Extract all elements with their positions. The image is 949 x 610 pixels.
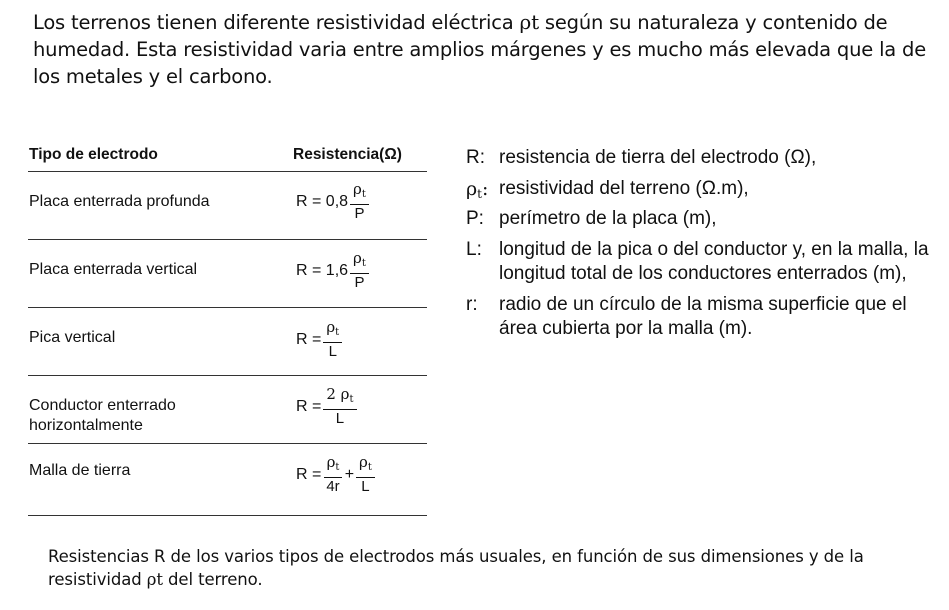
row-divider	[28, 443, 427, 444]
fraction-denominator: L	[361, 478, 370, 495]
header-resistance: Resistencia(Ω)	[293, 146, 402, 163]
resistivity-symbol: ρt	[146, 570, 163, 589]
legend-symbol: L:	[466, 238, 482, 260]
resistivity-symbol: ρt	[519, 10, 539, 34]
fraction-denominator: P	[354, 205, 365, 222]
legend-text: resistencia de tierra del electrodo (Ω),	[499, 147, 817, 168]
subscript-t: t	[335, 327, 340, 338]
fraction-numerator: $\rho_t$	[324, 453, 343, 478]
formula-lhs: R =	[296, 465, 322, 483]
row-type-pica-vertical: Pica vertical	[29, 329, 116, 346]
fraction	[350, 249, 369, 292]
fraction-numerator: $\rho_t$	[350, 249, 369, 274]
row-type-conductor-horizontal	[29, 396, 176, 436]
formula-pica-vertical	[296, 318, 344, 361]
row-divider	[28, 239, 427, 240]
table-caption	[48, 545, 938, 591]
legend-item-p	[466, 207, 936, 232]
subscript-t: t	[367, 462, 372, 473]
legend-symbol: $\rho_t$:	[466, 177, 489, 201]
legend-text: longitud de la pica o del conductor y, en la malla, la longitud total de los conductores enterrados (m),	[499, 238, 929, 284]
table-bottom-line	[28, 515, 427, 516]
fraction-numerator: $\rho_t$	[356, 453, 375, 478]
row-type-line1: Conductor enterrado	[29, 397, 176, 414]
intro-text-end: según su naturaleza y contenido de humedad. Esta resistividad varia entre amplios márgenes y es mucho más elevada que la de los metales y el carbono.	[33, 11, 927, 88]
caption-text-start: Resistencias R de los varios tipos de electrodos más usuales, en función de sus dimensiones y de la resistividad	[48, 547, 864, 589]
fraction	[323, 318, 342, 361]
fraction-denominator: L	[335, 410, 345, 427]
legend-item-r	[466, 146, 936, 171]
formula-lhs: R = 1,6	[296, 261, 349, 279]
intro-paragraph	[33, 9, 933, 90]
fraction-denominator: L	[328, 343, 337, 360]
fraction-denominator: P	[354, 274, 365, 291]
fraction-numerator: 2 $\rho_t$	[323, 385, 356, 410]
symbol-legend	[466, 146, 936, 348]
caption-text-end: del terreno.	[162, 570, 263, 589]
subscript-t: t	[361, 258, 366, 269]
fraction-numerator: $\rho_t$	[323, 318, 342, 343]
legend-symbol: r:	[466, 293, 478, 315]
legend-text: perímetro de la placa (m),	[499, 208, 717, 229]
subscript-t: t	[361, 189, 366, 200]
row-type-placa-vertical: Placa enterrada vertical	[29, 261, 198, 278]
fraction	[356, 453, 375, 496]
legend-symbol: P:	[466, 208, 484, 229]
formula-lhs: R =	[296, 330, 322, 348]
formula-malla	[296, 453, 377, 496]
legend-item-l	[466, 238, 936, 287]
row-type-line2: horizontalmente	[29, 417, 143, 434]
fraction	[323, 385, 356, 428]
legend-item-rho	[466, 177, 936, 202]
formula-lhs: R = 0,8	[296, 192, 349, 210]
fraction-numerator: $\rho_t$	[350, 180, 369, 205]
row-type-malla: Malla de tierra	[29, 462, 131, 479]
row-divider	[28, 375, 427, 376]
formula-placa-vertical	[296, 249, 371, 292]
fraction	[323, 453, 342, 496]
formula-placa-profunda	[296, 180, 371, 223]
formula-conductor-horizontal	[296, 385, 359, 428]
formula-lhs: R =	[296, 397, 322, 415]
plus-sign: +	[344, 465, 355, 483]
header-divider	[28, 171, 427, 172]
fraction	[350, 180, 369, 223]
legend-text: radio de un círculo de la misma superficie que el área cubierta por la malla (m).	[499, 293, 907, 339]
header-electrode-type: Tipo de electrodo	[29, 146, 158, 163]
intro-text-start: Los terrenos tienen diferente resistividad eléctrica	[33, 11, 520, 34]
subscript-t: t	[335, 462, 340, 473]
legend-item-radius	[466, 293, 936, 342]
subscript-t: t	[477, 186, 482, 201]
row-type-placa-profunda: Placa enterrada profunda	[29, 193, 210, 210]
subscript-t: t	[349, 394, 354, 405]
fraction-denominator: 4r	[326, 478, 340, 495]
legend-text: resistividad del terreno (Ω.m),	[499, 177, 749, 199]
row-divider	[28, 307, 427, 308]
legend-symbol: R:	[466, 147, 485, 168]
